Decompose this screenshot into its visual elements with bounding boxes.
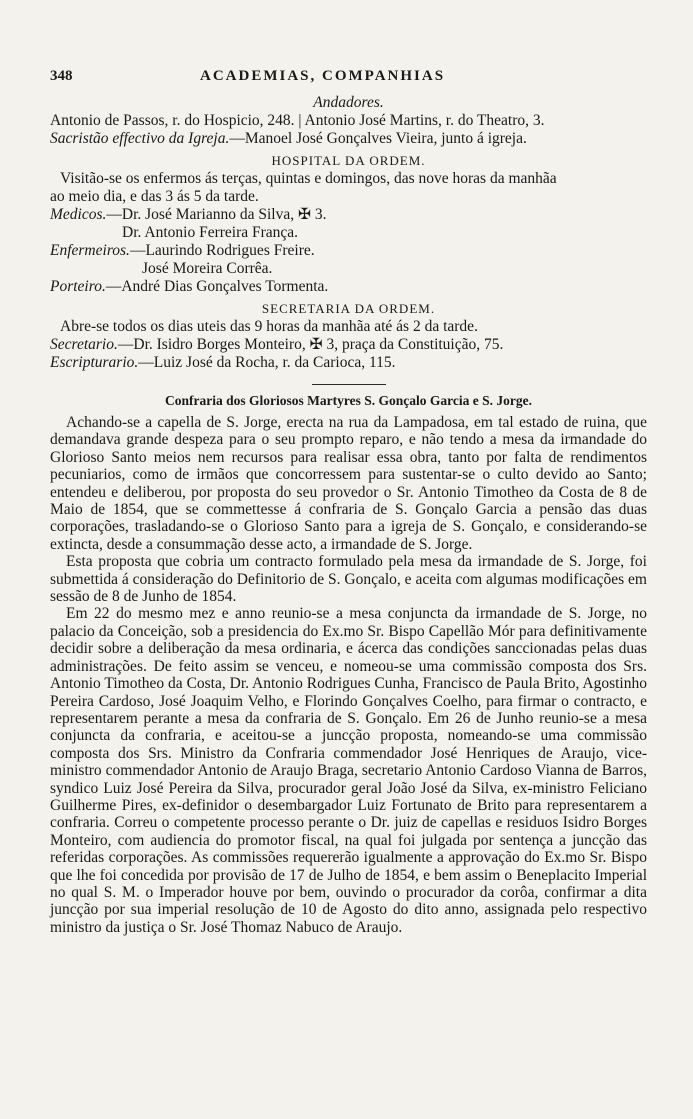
paragraph: Achando-se a capella de S. Jorge, erecta na rua da Lampadosa, em tal estado de ruina, que demandava grande despeza para o seu prompto reparo, e não tendo a mesa da irmandade do Glorioso Santo meios nem recursos para realisar essa obra, tanto por falta de rendimentos pecuniarios, como de irmãos que concorressem para sustentar-se o culto devido ao Santo; entendeu e deliberou, por proposta do seu provedor o Sr. Antonio Timotheo da Costa de 8 de Maio de 1854, que se commettesse á confraria de S. Gonçalo Garcia a pensão das duas corporações, trasladando-se o Glorioso Santo para a igreja de S. Gonçalo, e considerando-se extincta, desde a consummação desse acto, a irmandade de S. Jorge.: [50, 414, 647, 553]
medicos-line-1: [50, 206, 647, 224]
confraria-body: [50, 414, 647, 936]
sacristao-label: Sacristão effectivo da Igreja.: [50, 130, 230, 147]
paragraph: Em 22 do mesmo mez e anno reunio-se a mesa conjuncta da irmandade de S. Jorge, no palacio da Conceição, sob a presidencia do Ex.mo Sr. Bispo Capellão Mór para definitivamente decidir sobre a deliberação da mesa ordinaria, e ácerca das condições sanccionadas pelas duas administrações. De feito assim se venceu, e nomeou-se uma commissão composta dos Srs. Antonio Timotheo da Costa, Dr. Antonio Rodrigues Cunha, Francisco de Paula Brito, Agostinho Pereira Cardoso, José Joaquim Velho, e Florindo Gonçalves Coelho, para firmar o contracto, e representarem perante a mesa da confraria de S. Gonçalo. Em 26 de Junho reunio-se a mesa conjuncta da confraria, e aceitou-se a juncção proposta, nomeando-se uma commissão composta dos Srs. Ministro da Confraria commendador José Henriques de Araujo, vice-ministro commendador Antonio de Araujo Braga, secretario Antonio Cardoso Vianna de Barros, syndico Luiz José Pereira da Silva, procurador geral João José da Silva, ex-ministro Feliciano Guilherme Pires, ex-definidor o desembargador Luiz Fortunato de Brito para representarem a confraria. Correu o competente processo perante o Dr. juiz de capellas e residuos Isidro Borges Monteiro, com audiencia do promotor fiscal, na qual foi julgada por sentença a juncção das referidas corporações. As commissões requererão igualmente a approvação do Ex.mo Sr. Bispo que lhe foi concedida por provisão de 17 de Julho de 1854, e bem assim o Beneplacito Imperial no qual S. M. o Imperador houve por bem, ouvindo o procurador da corôa, confirmar a dita juncção por sua imperial resolução de 10 de Agosto do dito anno, assignada pelo respectivo ministro da justiça o Sr. José Thomaz Nabuco de Araujo.: [50, 605, 647, 936]
escriturario-label: Escripturario.: [50, 354, 139, 371]
sacristao-value: —Manoel José Gonçalves Vieira, junto á igreja.: [229, 130, 527, 147]
running-title: ACADEMIAS, COMPANHIAS: [200, 68, 446, 84]
secretario-label: Secretario.: [50, 336, 118, 353]
andadores-heading: Andadores.: [313, 94, 384, 111]
sacristao-line: [50, 130, 647, 148]
secretario-line: [50, 336, 647, 354]
escriturario-line: [50, 354, 647, 372]
section-divider: [312, 384, 386, 385]
hospital-heading: HOSPITAL DA ORDEM.: [271, 153, 426, 168]
secretaria-hours: Abre-se todos os dias uteis das 9 horas da manhãa até ás 2 da tarde.: [60, 318, 478, 335]
page-number: 348: [50, 68, 73, 84]
andadores-heading-wrap: [50, 94, 647, 112]
enfermeiros-label: Enfermeiros.: [50, 242, 130, 259]
escriturario-value: —Luiz José da Rocha, r. da Carioca, 115.: [138, 354, 396, 371]
secretaria-heading: SECRETARIA DA ORDEM.: [261, 301, 436, 316]
medicos-1: —Dr. José Marianno da Silva, ✠ 3.: [106, 206, 327, 223]
enfermeiros-1: —Laurindo Rodrigues Freire.: [129, 242, 315, 259]
secretario-value: —Dr. Isidro Borges Monteiro, ✠ 3, praça da Constituição, 75.: [117, 336, 504, 353]
porteiro-value: —André Dias Gonçalves Tormenta.: [105, 278, 329, 295]
running-head: [50, 68, 647, 94]
confraria-title: Confraria dos Gloriosos Martyres S. Gonçalo Garcia e S. Jorge.: [165, 393, 532, 408]
enfermeiros-2: José Moreira Corrêa.: [142, 260, 273, 277]
porteiro-label: Porteiro.: [50, 278, 106, 295]
porteiro-line: [50, 278, 647, 296]
andadores-line: Antonio de Passos, r. do Hospicio, 248. | Antonio José Martins, r. do Theatro, 3.: [50, 112, 545, 129]
medicos-label: Medicos.: [50, 206, 107, 223]
paragraph: Esta proposta que cobria um contracto formulado pela mesa da irmandade de S. Jorge, foi submettida á consideração do Definitorio de S. Gonçalo, e aceita com algumas modificações em sessão de 8 de Junho de 1854.: [50, 553, 647, 606]
medicos-2: Dr. Antonio Ferreira França.: [122, 224, 299, 241]
enfermeiros-line-1: [50, 242, 647, 260]
hospital-visit-line-2: ao meio dia, e das 3 ás 5 da tarde.: [50, 188, 259, 205]
hospital-visit-line-1: Visitão-se os enfermos ás terças, quintas e domingos, das nove horas da manhãa: [60, 170, 557, 187]
